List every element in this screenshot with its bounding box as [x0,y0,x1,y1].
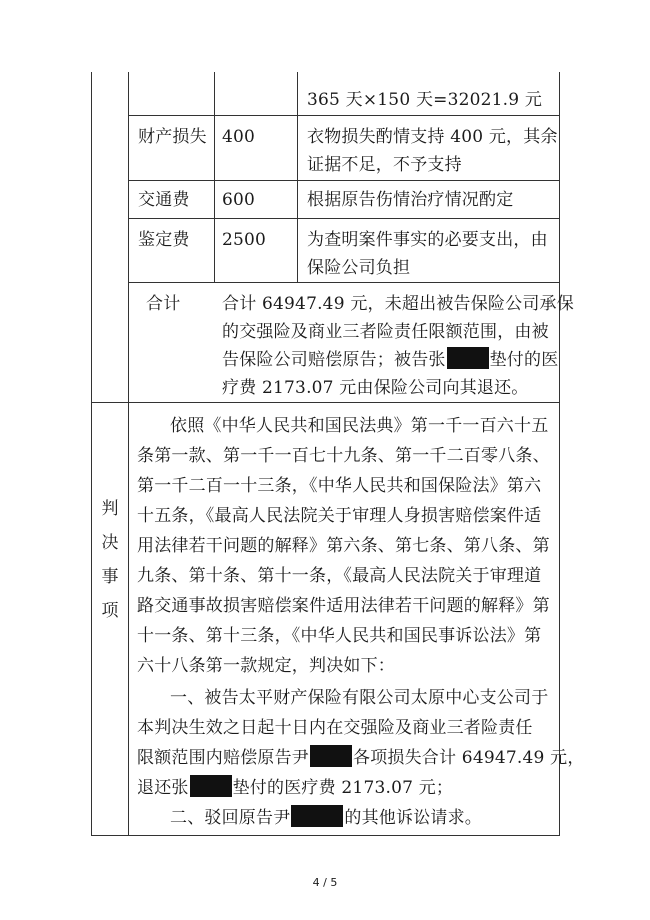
medical-calculation-text: 365 天×150 天=32021.9 元 [307,90,543,110]
judgment-item-2-line [170,804,482,832]
legal-basis-line: 六十八条第一款规定，判决如下： [137,656,395,676]
desc-appraisal-fee-line: 为查明案件事实的必要支出，由 [307,230,548,250]
label-char: 项 [101,601,119,621]
total-text-line [222,346,558,374]
table-label-column-border [128,72,129,836]
redaction-block [291,805,343,827]
text-segment: 各项损失合计 64947.49 元， [353,748,585,768]
judgment-item-1-line [137,774,453,802]
total-text-segment: 告保险公司赔偿原告；被告张 [222,350,446,370]
redaction-block [190,775,232,797]
text-segment: 退还张 [137,778,189,798]
row-divider [128,180,560,181]
legal-basis-line: 依照《中华人民共和国民法典》第一千一百六十五 [170,416,549,436]
item-transport-fee: 交通费 [138,190,190,210]
label-char: 事 [101,567,119,587]
item-appraisal-fee: 鉴定费 [138,230,190,250]
page-number: 4 / 5 [312,876,338,889]
desc-transport-fee: 根据原告伤情治疗情况酌定 [307,190,514,210]
legal-basis-line: 条第一款、第一千一百七十九条、第一千二百零八条、 [137,446,550,466]
legal-basis-line: 十五条，《最高人民法院关于审理人身损害赔偿案件适 [137,506,542,526]
label-char: 决 [101,533,119,553]
judgment-section-label [92,492,128,628]
judgment-item-1-line: 一、被告太平财产保险有限公司太原中心支公司于 [170,688,549,708]
item-property-loss: 财产损失 [138,127,207,147]
table-item-column-border [214,72,215,282]
amount-property-loss: 400 [222,127,256,147]
label-char: 判 [101,499,119,519]
total-text-segment: 垫付的医 [489,350,559,370]
table-left-border [91,72,92,836]
text-segment: 垫付的医疗费 2173.07 元； [232,778,454,798]
item-total: 合计 [146,294,181,314]
legal-basis-line: 第一千二百一十三条，《中华人民共和国保险法》第六 [137,476,542,496]
total-text-line: 的交强险及商业三者险责任限额范围，由被 [222,322,549,342]
desc-property-loss-line: 证据不足，不予支持 [307,155,462,175]
section-divider [91,402,560,403]
row-divider [128,115,560,116]
total-text-line: 合计 64947.49 元，未超出被告保险公司承保 [222,294,574,314]
amount-transport-fee: 600 [222,190,256,210]
row-divider [128,218,560,219]
table-right-border [559,72,560,836]
legal-basis-line: 九条、第十条、第十一条，《最高人民法院关于审理道 [137,566,542,586]
table-bottom-border [91,835,560,836]
text-segment: 限额范围内赔偿原告尹 [137,748,309,768]
desc-property-loss-line: 衣物损失酌情支持 400 元，其余 [307,127,558,147]
redaction-block [447,347,489,369]
judgment-item-1-line: 本判决生效之日起十日内在交强险及商业三者险责任 [137,718,533,738]
text-segment: 二、驳回原告尹 [170,808,291,828]
total-text-line: 疗费 2173.07 元由保险公司向其退还。 [222,378,529,398]
table-amount-column-border [297,72,298,282]
legal-basis-line: 用法律若干问题的解释》第六条、第七条、第八条、第 [137,536,550,556]
text-segment: 的其他诉讼请求。 [344,808,483,828]
amount-appraisal-fee: 2500 [222,230,267,250]
desc-appraisal-fee-line: 保险公司负担 [307,258,411,278]
judgment-item-1-line [137,744,585,772]
legal-basis-line: 十一条、第十三条，《中华人民共和国民事诉讼法》第 [137,626,542,646]
legal-basis-line: 路交通事故损害赔偿案件适用法律若干问题的解释》第 [137,596,550,616]
row-divider [128,282,560,283]
redaction-block [310,745,352,767]
